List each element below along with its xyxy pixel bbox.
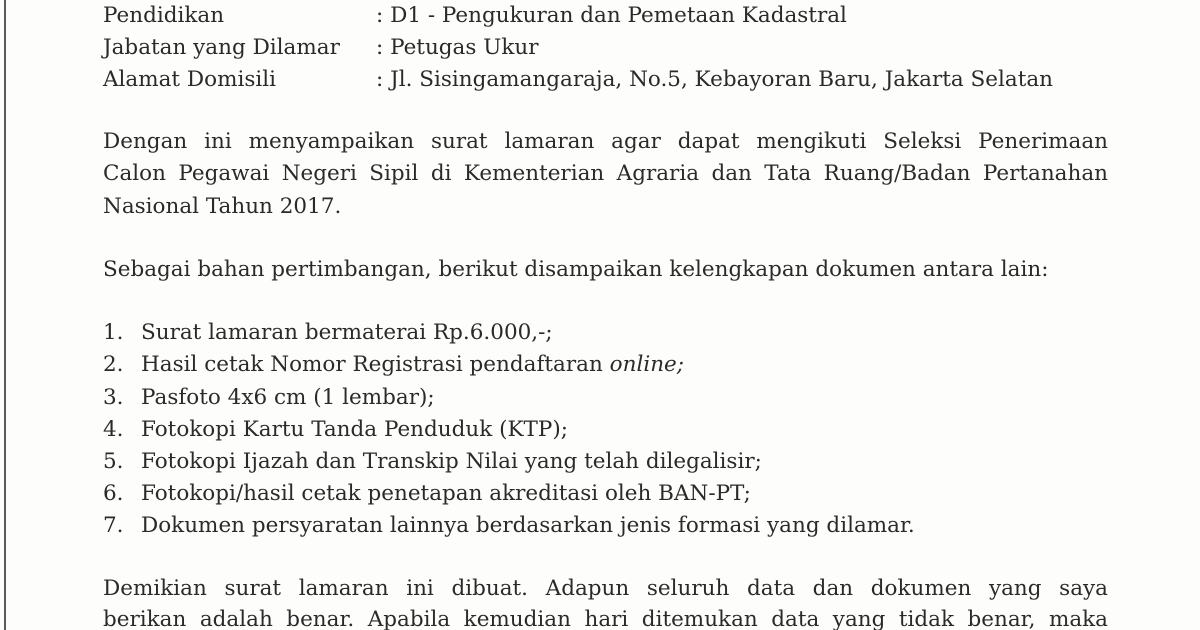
paragraph-line: Nasional Tahun 2017. <box>103 194 342 219</box>
list-text: Fotokopi Ijazah dan Transkip Nilai yang telah dilegalisir; <box>141 449 762 474</box>
page-edge-line <box>4 0 6 630</box>
field-value: : D1 - Pengukuran dan Pemetaan Kadastral <box>376 3 847 28</box>
list-number: 3. <box>103 385 124 410</box>
field-label: Jabatan yang Dilamar <box>103 35 340 60</box>
field-value: : Jl. Sisingamangaraja, No.5, Kebayoran Baru, Jakarta Selatan <box>376 67 1053 92</box>
list-number: 5. <box>103 449 124 474</box>
list-number: 4. <box>103 417 124 442</box>
paragraph-line: Calon Pegawai Negeri Sipil di Kementerian Agraria dan Tata Ruang/Badan Pertanahan <box>103 161 1108 186</box>
field-label: Pendidikan <box>103 3 225 28</box>
paragraph-line: Demikian surat lamaran ini dibuat. Adapun seluruh data dan dokumen yang saya <box>103 576 1108 601</box>
list-text-italic: online; <box>609 352 685 377</box>
list-text: Dokumen persyaratan lainnya berdasarkan jenis formasi yang dilamar. <box>141 513 915 538</box>
paragraph-line: berikan adalah benar. Apabila kemudian hari ditemukan data yang tidak benar, maka <box>103 607 1108 630</box>
list-number: 1. <box>103 320 124 345</box>
list-text: Hasil cetak Nomor Registrasi pendaftaran <box>141 352 610 377</box>
paragraph-line: Dengan ini menyampaikan surat lamaran agar dapat mengikuti Seleksi Penerimaan <box>103 129 1108 154</box>
list-number: 6. <box>103 481 124 506</box>
field-label: Alamat Domisili <box>103 67 277 92</box>
list-number: 7. <box>103 513 124 538</box>
field-value: : Petugas Ukur <box>376 35 539 60</box>
list-text: Fotokopi/hasil cetak penetapan akreditasi oleh BAN-PT; <box>141 481 751 506</box>
list-text: Surat lamaran bermaterai Rp.6.000,-; <box>141 320 553 345</box>
list-text-wrapper <box>141 350 684 380</box>
list-number: 2. <box>103 352 124 377</box>
list-text: Pasfoto 4x6 cm (1 lembar); <box>141 385 435 410</box>
paragraph-line: Sebagai bahan pertimbangan, berikut disampaikan kelengkapan dokumen antara lain: <box>103 257 1049 282</box>
list-text: Fotokopi Kartu Tanda Penduduk (KTP); <box>141 417 568 442</box>
